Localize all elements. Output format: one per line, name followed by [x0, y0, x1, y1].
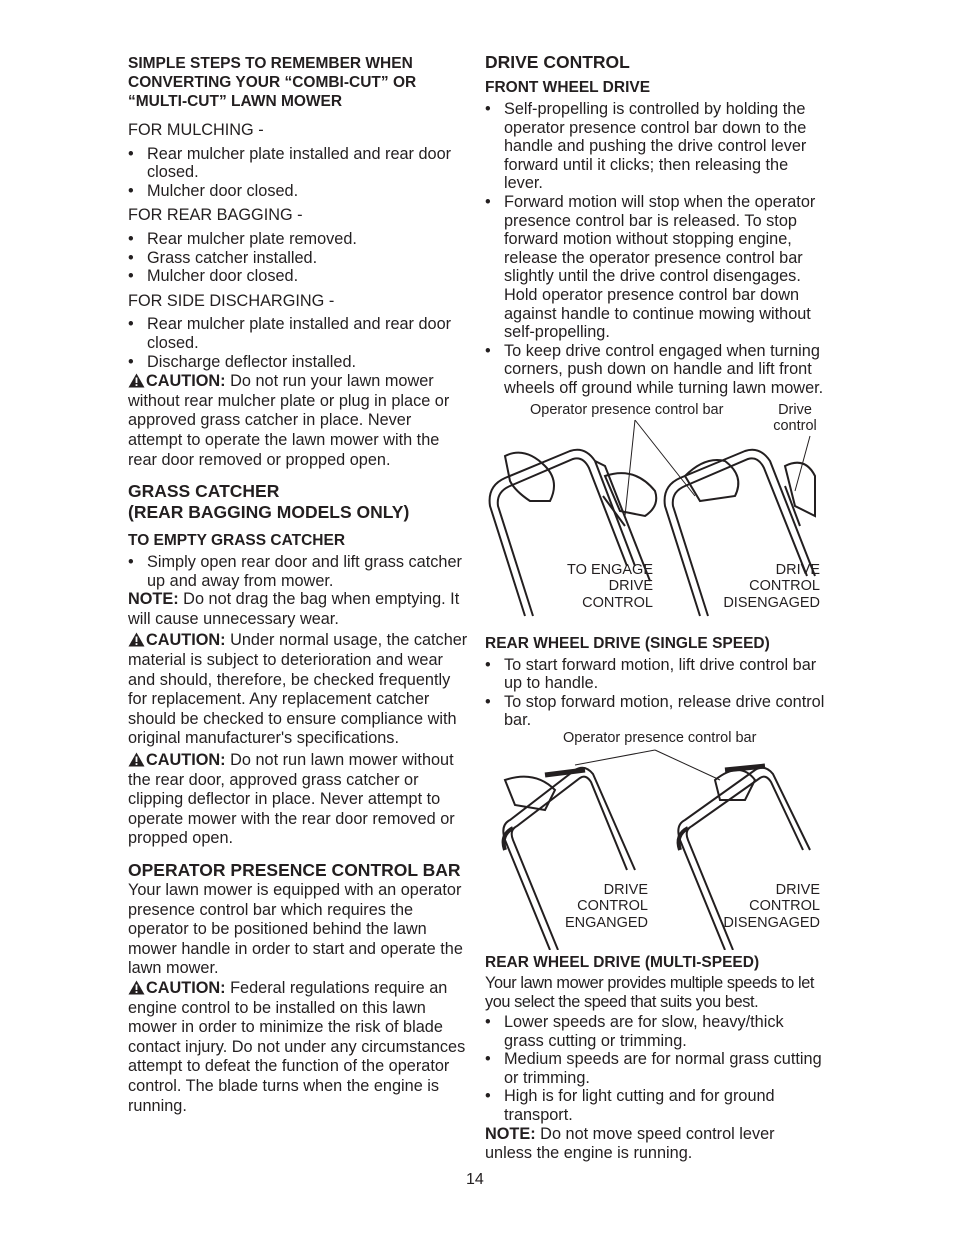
list-item: • Rear mulcher plate installed and rear door closed. [128, 144, 452, 182]
page-number: 14 [466, 1171, 484, 1188]
mulching-heading: FOR MULCHING - [128, 121, 264, 139]
rwd-multi-paragraph: Your lawn mower provides multiple speeds to let you select the speed that suits you best. [485, 973, 815, 1012]
caution-label: CAUTION: [146, 372, 226, 391]
steps-section [128, 54, 470, 111]
note-paragraph: NOTE: Do not move speed control lever unless the engine is running. [485, 1124, 775, 1163]
mulching-list [128, 145, 470, 201]
fig2-engaged-label: DRIVE CONTROL ENGANGED [565, 881, 648, 932]
bagging-list [128, 230, 470, 286]
rwd-single-heading: REAR WHEEL DRIVE (SINGLE SPEED) [485, 634, 770, 652]
warning-icon [128, 980, 145, 995]
list-item: • High is for light cutting and for ground transport. [485, 1087, 775, 1125]
list-item: • Simply open rear door and lift grass catcher up and away from mower. [128, 553, 462, 590]
note-paragraph: NOTE: Do not drag the bag when emptying. It will cause unnecessary wear. [128, 590, 460, 628]
fig1-opc-label: Operator presence control bar [530, 401, 724, 418]
empty-catcher-heading: TO EMPTY GRASS CATCHER [128, 532, 346, 550]
rwd-multi-list [485, 1013, 825, 1125]
fig2-disengaged-label: DRIVE CONTROL DISENGAGED [723, 881, 820, 932]
bagging-heading: FOR REAR BAGGING - [128, 206, 303, 225]
caution-paragraph [128, 372, 470, 470]
list-item: • Discharge deflector installed. [128, 352, 357, 371]
side-heading: FOR SIDE DISCHARGING - [128, 291, 335, 310]
list-item: • To start forward motion, lift drive control bar up to handle. [485, 655, 817, 693]
list-item: • Mulcher door closed. [128, 181, 299, 200]
list-item: • Grass catcher installed. [128, 248, 318, 267]
list-item: • Forward motion will stop when the operator presence control bar is released. To stop forward motion without stopping engine, release the operator presence control bar slightly until the drive control disengages. Hold operator presence control bar down against handle to continue mowing without self-propelling. [485, 192, 816, 342]
fig1-drive-control-label: Drive control [773, 401, 817, 435]
left-column [128, 52, 470, 1116]
grass-catcher-title: GRASS CATCHER (REAR BAGGING MODELS ONLY) [128, 481, 410, 523]
warning-icon [128, 373, 145, 388]
caution-paragraph: CAUTION: Under normal usage, the catcher material is subject to deterioration and wear and should, therefore, be checked frequently for replacement. Any replacement catcher should be checked to ensure compliance with original manufacturer's specifications. [128, 631, 468, 748]
fig1-engage-label: TO ENGAGE DRIVE CONTROL [567, 561, 653, 611]
fig2-opc-label: Operator presence control bar [563, 729, 757, 746]
list-item: • Rear mulcher plate removed. [128, 229, 357, 248]
list-item: • To keep drive control engaged when turning corners, push down on handle and lift front wheels off ground while turning lawn mower. [485, 341, 824, 397]
right-column [485, 52, 825, 1164]
caution-text: Do not run your lawn mower without rear mulcher plate or plug in place or approved grass catcher in place. Never attempt to operate the lawn mower with the rear door removed or propped open. [128, 372, 450, 469]
caution-paragraph: CAUTION: Federal regulations require an engine control to be installed on this lawn mower in order to minimize the risk of blade contact injury. Do not under any circumstances attempt to defeat the function of the operator control. The blade turns when the engine is running. [128, 978, 466, 1115]
steps-title-line: SIMPLE STEPS TO REMEMBER WHEN [128, 55, 413, 72]
list-item: • Self-propelling is controlled by holding the operator presence control bar down to the handle and pushing the drive control lever forward until it clicks; then releasing the lever. [485, 100, 807, 193]
list-item: • Rear mulcher plate installed and rear door closed. [128, 315, 452, 352]
list-item: • To stop forward motion, release drive control bar. [485, 692, 825, 730]
fwd-list [485, 100, 825, 398]
drive-control-title: DRIVE CONTROL [485, 52, 630, 72]
steps-title-line: CONVERTING YOUR “COMBI-CUT” OR [128, 74, 417, 91]
fwd-heading: FRONT WHEEL DRIVE [485, 79, 651, 96]
opc-paragraph: Your lawn mower is equipped with an operator presence control bar which requires the operator to be positioned behind the lawn mower handle in order to start and operate the lawn mower. [128, 881, 463, 978]
warning-icon [128, 632, 145, 647]
list-item: • Lower speeds are for slow, heavy/thick grass cutting or trimming. [485, 1013, 784, 1050]
rwd-multi-heading: REAR WHEEL DRIVE (MULTI-SPEED) [485, 953, 760, 971]
warning-icon [128, 752, 145, 767]
steps-title-line: “MULTI-CUT” LAWN MOWER [128, 93, 343, 110]
fig1-disengaged-label: DRIVE CONTROL DISENGAGED [723, 561, 820, 611]
list-item: • Medium speeds are for normal grass cutting or trimming. [485, 1050, 822, 1087]
opc-title: OPERATOR PRESENCE CONTROL BAR [128, 860, 461, 880]
list-item: • Mulcher door closed. [128, 267, 299, 286]
rear-wheel-drive-figure [485, 729, 825, 950]
front-wheel-drive-figure [485, 401, 825, 626]
rwd-single-list [485, 656, 825, 730]
side-list [128, 315, 470, 371]
empty-list [128, 553, 470, 590]
caution-paragraph: CAUTION: Do not run lawn mower without the rear door, approved grass catcher or clipping deflector in place. Never attempt to operate mower with the rear door removed or propped open. [128, 751, 455, 848]
